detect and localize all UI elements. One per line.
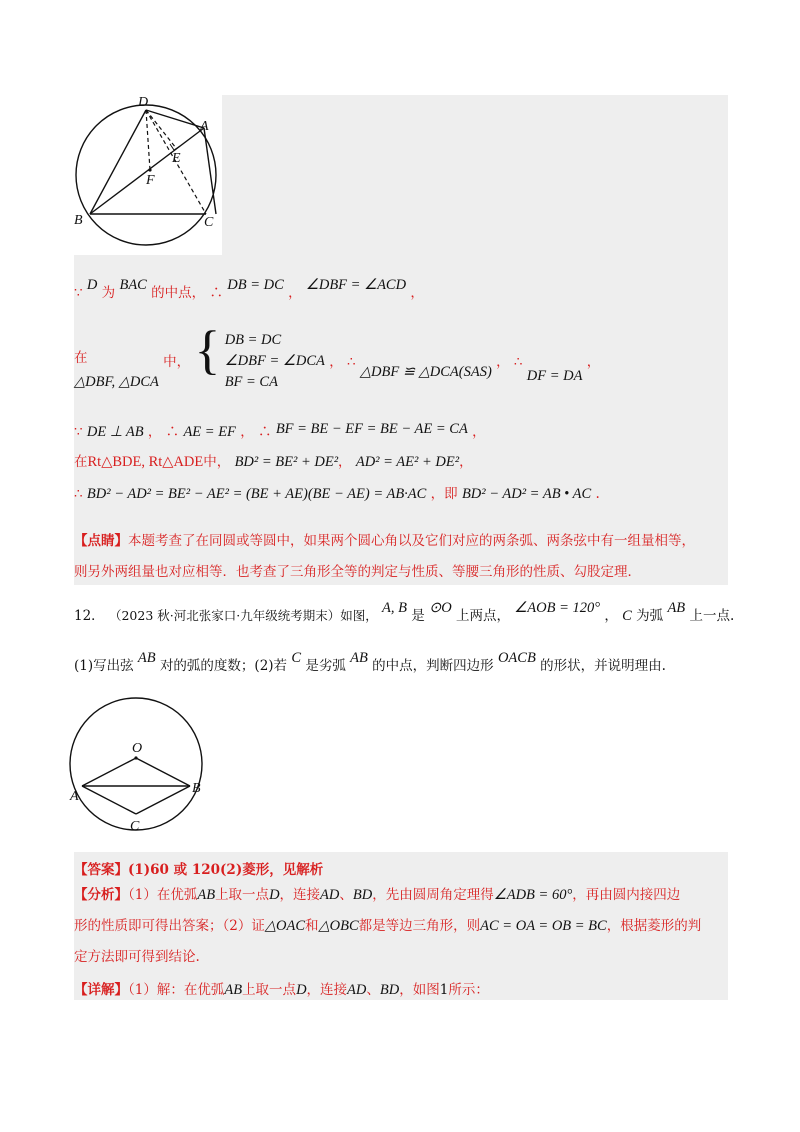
comma: ， [586,353,601,370]
arc-ab: AB [197,887,216,903]
analysis-text: ，再由圆内接四边 [572,887,681,903]
text-midpoint: 的中点， [151,285,206,301]
point-d: D [86,277,98,293]
point-d: D [296,982,307,998]
chord-ab: AB [137,650,156,666]
answer-line [74,860,323,880]
arc-bac: BAC [119,277,147,293]
detail-text: ，连接 [306,982,348,998]
text-onepoint: 上一点. [689,608,735,624]
angle-aob: ∠AOB = 120° [514,600,601,616]
comma: ， [329,353,343,370]
eq-ae-ef: AE = EF [183,424,236,440]
points-ab: A, B [382,600,407,616]
system-eq-1: DB = DC [224,332,282,348]
detail-text: ，如图 [399,982,440,998]
eq-angle: ∠DBF = ∠ACD [305,277,407,293]
question-part-4: 的形状，并说明理由. [540,658,666,674]
analysis-text: ，根据菱形的判 [606,918,702,934]
text-he: 和 [305,918,319,934]
question-part-3: 的中点，判断四边形 [372,658,494,674]
comma: ， [288,285,302,301]
therefore-symbol: ∴ [258,424,272,440]
detail-text: 上取一点 [242,982,297,998]
answer-tag: 【答案】 [74,862,128,878]
comma: ， [472,424,486,440]
text-weihu: 为弧 [636,608,664,624]
eq-bd-squared: BD² = BE² + DE² [234,454,339,470]
detail-tag: 【详解】 [74,982,128,998]
eq-equal-sides: AC = OA = OB = BC [480,918,607,934]
question-12-line-1 [74,600,735,626]
comma: ， [496,353,510,370]
equation-system [225,330,325,393]
because-symbol: ∵ [74,285,83,301]
text-zai: 在 [74,349,88,366]
analysis-text: （1）在优弧 [128,887,198,903]
analysis-text: 上取一点 [215,887,270,903]
label-b: B [192,781,201,796]
arc-ab: AB [224,982,243,998]
arc-ab: AB [667,600,686,616]
eq-difference-squares: BD² − AD² = BE² − AE² = (BE + AE)(BE − AE) = AB·AC [86,486,427,502]
comment-text-2: 则另外两组量也对应相等．也考查了三角形全等的判定与性质、等腰三角形的性质、勾股定理． [74,564,641,580]
comma: ， [410,285,424,301]
proof-line-1 [74,277,424,303]
figure-circle-dabc [66,90,226,260]
label-e: E [172,151,181,166]
segment-ad: AD [320,887,340,903]
question-part-2: 是劣弧 [305,658,346,674]
proof-line-3 [74,422,486,442]
analysis-text: 形的性质即可得出答案；（2）证 [74,918,265,934]
detail-text: （1）解：在优弧 [128,982,225,998]
analysis-text: 定方法即可得到结论. [74,949,200,965]
proof-line-5 [74,484,600,504]
answer-panel-top [222,95,728,255]
eq-df-da: DF = DA [526,367,583,384]
right-triangles: Rt△BDE, Rt△ADE [87,454,204,470]
segment-bd: BD [379,982,400,998]
figure-circle-oacb [66,690,216,840]
text-zhong: 中， [203,454,231,470]
comment-tag: 【点睛】 [74,533,128,549]
segment-bd: BD [352,887,373,903]
therefore-symbol: ∴ [209,285,223,301]
congruence-statement: △DBF ≌ △DCA(SAS) [359,363,492,380]
therefore-symbol: ∴ [165,424,180,440]
therefore-symbol: ∴ [347,353,356,370]
system-eq-3: BF = CA [224,374,278,390]
eq-final: BD² − AD² = AB • AC [461,486,592,502]
answer-text: (1)60 或 120(2)菱形，见解析 [128,862,324,878]
triangle-obc: △OBC [318,918,359,934]
eq-ad-squared: AD² = AE² + DE² [355,454,460,470]
analysis-text: ，先由圆周角定理得 [372,887,494,903]
text-wei: 为 [101,285,116,301]
point-c: C [622,608,632,624]
comment-block [74,526,730,588]
text-shi: 是 [411,608,425,624]
angle-adb: ∠ADB = 60° [493,887,573,903]
text-zai: 在 [74,454,88,470]
proof-line-2 [74,319,601,393]
comma: ， [604,608,618,624]
circle-o: ⊙O [429,600,452,616]
label-d: D [138,95,149,110]
because-symbol: ∵ [74,424,83,440]
label-c: C [204,215,214,230]
analysis-tag: 【分析】 [74,887,128,903]
comma: ， [338,454,352,470]
period: . [595,486,600,502]
label-c: C [130,819,140,834]
label-o: O [132,741,143,756]
therefore-symbol: ∴ [513,353,523,370]
separator: 、 [339,887,353,903]
eq-bf-ca: BF = BE − EF = BE − AE = CA [275,421,468,437]
arc-ab-minor: AB [350,650,368,666]
triangle-oac: △OAC [264,918,305,934]
comma: ， [459,454,473,470]
comment-text-1: 本题考查了在同圆或等圆中，如果两个圆心角以及它们对应的两条弧、两条弦中有一组量相等， [128,533,695,549]
label-a: A [70,789,79,804]
text-upper: 上两点， [456,608,510,624]
detail-line [74,980,489,1000]
quadrilateral-oacb: OACB [497,650,536,666]
proof-line-4 [74,452,473,472]
comma: ， [147,424,162,440]
point-d: D [269,887,280,903]
separator: 、 [366,982,380,998]
eq-db-dc: DB = DC [227,277,284,293]
question-part-1: (1)写出弦 [74,658,134,674]
triangles-dbf-dca: △DBF, △DCA [74,373,159,390]
point-c: C [291,650,302,666]
comma: ， [240,424,254,440]
segment-ad: AD [347,982,367,998]
therefore-symbol: ∴ [74,486,83,502]
analysis-text: 都是等边三角形，则 [358,918,481,934]
analysis-block [74,880,730,973]
question-source: （2023 秋·河北张家口·九年级统考期末）如图， [108,608,378,623]
figure-number: 1 [439,982,449,998]
system-brace: { [194,319,221,380]
analysis-text: ，连接 [279,887,321,903]
label-f: F [146,173,155,188]
question-12-line-2 [74,650,666,676]
detail-text: 所示： [448,982,489,998]
text-zhong: 中， [163,353,191,370]
system-eq-2: ∠DBF = ∠DCA [224,353,325,369]
question-number: 12． [74,608,105,624]
label-a: A [200,119,209,134]
eq-de-perp-ab: DE ⊥ AB [86,424,144,440]
label-b: B [74,213,83,228]
text-ji: ，即 [430,486,458,502]
question-part-1b: 对的弧的度数；(2)若 [159,658,288,674]
